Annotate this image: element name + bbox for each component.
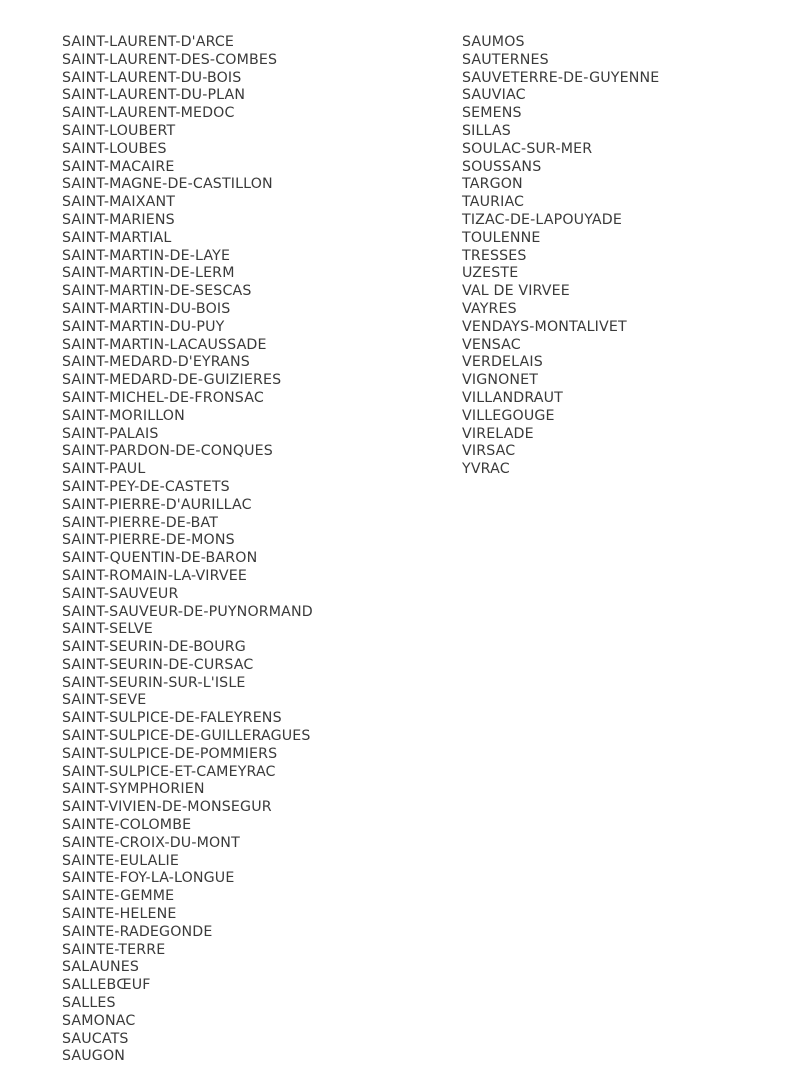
commune-name: SAINT-QUENTIN-DE-BARON [62, 550, 258, 567]
commune-name: SAINT-LAURENT-MEDOC [62, 105, 235, 122]
commune-name: SAINTE-COLOMBE [62, 817, 192, 834]
commune-name: TAURIAC [462, 194, 525, 211]
commune-name: SAINT-ROMAIN-LA-VIRVEE [62, 567, 247, 584]
commune-name: SAINTE-EULALIE [62, 852, 179, 869]
commune-name: SALAUNES [62, 959, 140, 976]
commune-name: SAINT-MARTIN-DE-LERM [62, 265, 235, 282]
commune-name: SAUGON [62, 1048, 126, 1065]
commune-name: SAINT-SULPICE-DE-GUILLERAGUES [62, 728, 311, 745]
commune-name: SAINT-MARIENS [62, 211, 175, 228]
commune-name: SAINT-MARTIN-DU-BOIS [62, 300, 231, 317]
commune-name: SAUCATS [62, 1030, 129, 1047]
commune-name: SAINT-PEY-DE-CASTETS [62, 478, 230, 495]
commune-name: SAINT-SYMPHORIEN [62, 781, 205, 798]
commune-name: VERDELAIS [462, 354, 543, 371]
commune-name: VAYRES [462, 300, 517, 317]
commune-name: TARGON [462, 176, 523, 193]
commune-name: SALLEBŒUF [62, 977, 151, 994]
commune-name: SAINT-SULPICE-ET-CAMEYRAC [62, 763, 276, 780]
commune-name: SAINT-SEURIN-SUR-L'ISLE [62, 674, 246, 691]
commune-name: SAINT-MORILLON [62, 407, 185, 424]
commune-name: TIZAC-DE-LAPOUYADE [462, 211, 622, 228]
commune-name: SAINT-LOUBERT [62, 122, 176, 139]
commune-name: SAINT-MAGNE-DE-CASTILLON [62, 176, 273, 193]
commune-name: SAINT-LOUBES [62, 140, 167, 157]
commune-name: SAINT-LAURENT-DU-BOIS [62, 69, 242, 86]
commune-name: SAINT-LAURENT-D'ARCE [62, 34, 235, 50]
commune-name: SAINTE-TERRE [62, 941, 166, 958]
commune-name: SAINT-MAIXANT [62, 194, 176, 211]
commune-name: SAUTERNES [462, 51, 549, 68]
commune-name: TOULENNE [462, 229, 541, 246]
commune-name: SEMENS [462, 105, 522, 122]
commune-name: SAINT-MEDARD-DE-GUIZIERES [62, 372, 282, 389]
commune-name: SAINT-PAUL [62, 461, 146, 478]
commune-name: SAMONAC [62, 1012, 136, 1029]
commune-name: SAINT-PARDON-DE-CONQUES [62, 443, 273, 460]
commune-name: SOULAC-SUR-MER [462, 140, 593, 157]
commune-name: SAINT-SULPICE-DE-POMMIERS [62, 745, 278, 762]
commune-name: SAINTE-CROIX-DU-MONT [62, 834, 240, 851]
commune-name: SAINT-MACAIRE [62, 158, 175, 175]
commune-name: SAINT-SELVE [62, 621, 153, 638]
commune-name: VIRSAC [462, 443, 516, 460]
commune-name: SOUSSANS [462, 158, 542, 175]
commune-name: VENSAC [462, 336, 521, 353]
commune-name: SAINTE-HELENE [62, 906, 177, 923]
commune-list-left [62, 34, 313, 1066]
commune-name: SAUVETERRE-DE-GUYENNE [462, 69, 660, 86]
commune-name: SAINT-PIERRE-D'AURILLAC [62, 496, 252, 513]
commune-name: SILLAS [462, 122, 511, 139]
commune-name: SAINT-SULPICE-DE-FALEYRENS [62, 710, 282, 727]
commune-name: TRESSES [462, 247, 527, 264]
commune-name: VILLEGOUGE [462, 407, 555, 424]
commune-name: SAINT-PALAIS [62, 425, 159, 442]
commune-name: SAINTE-FOY-LA-LONGUE [62, 870, 235, 887]
commune-name: VAL DE VIRVEE [462, 283, 570, 300]
commune-name: VIRELADE [462, 425, 534, 442]
commune-name: SAINT-SEURIN-DE-CURSAC [62, 656, 254, 673]
commune-name: SAUMOS [462, 34, 525, 50]
commune-name: SAINT-MARTIN-LACAUSSADE [62, 336, 267, 353]
commune-name: SAINT-MICHEL-DE-FRONSAC [62, 389, 264, 406]
commune-name: SAINT-SEVE [62, 692, 147, 709]
commune-name: SAUVIAC [462, 87, 526, 104]
commune-name: SAINTE-GEMME [62, 888, 175, 905]
commune-name: SAINT-VIVIEN-DE-MONSEGUR [62, 799, 272, 816]
commune-name: SAINT-SEURIN-DE-BOURG [62, 639, 246, 656]
commune-name: SAINT-LAURENT-DES-COMBES [62, 51, 278, 68]
commune-list-right [462, 34, 659, 479]
commune-name: SALLES [62, 995, 116, 1012]
commune-name: YVRAC [462, 461, 510, 478]
commune-name: SAINT-PIERRE-DE-BAT [62, 514, 219, 531]
commune-name: SAINT-MARTIN-DU-PUY [62, 318, 225, 335]
commune-name: SAINT-SAUVEUR [62, 585, 179, 602]
commune-name: SAINT-MEDARD-D'EYRANS [62, 354, 250, 371]
commune-name: SAINT-MARTIAL [62, 229, 172, 246]
commune-name: SAINT-MARTIN-DE-SESCAS [62, 283, 252, 300]
commune-name: SAINTE-RADEGONDE [62, 923, 213, 940]
commune-name: SAINT-SAUVEUR-DE-PUYNORMAND [62, 603, 313, 620]
commune-name: UZESTE [462, 265, 519, 282]
commune-name: SAINT-LAURENT-DU-PLAN [62, 87, 246, 104]
commune-name: SAINT-PIERRE-DE-MONS [62, 532, 235, 549]
commune-name: VIGNONET [462, 372, 539, 389]
commune-name: VILLANDRAUT [462, 389, 563, 406]
commune-name: SAINT-MARTIN-DE-LAYE [62, 247, 231, 264]
commune-name: VENDAYS-MONTALIVET [462, 318, 627, 335]
